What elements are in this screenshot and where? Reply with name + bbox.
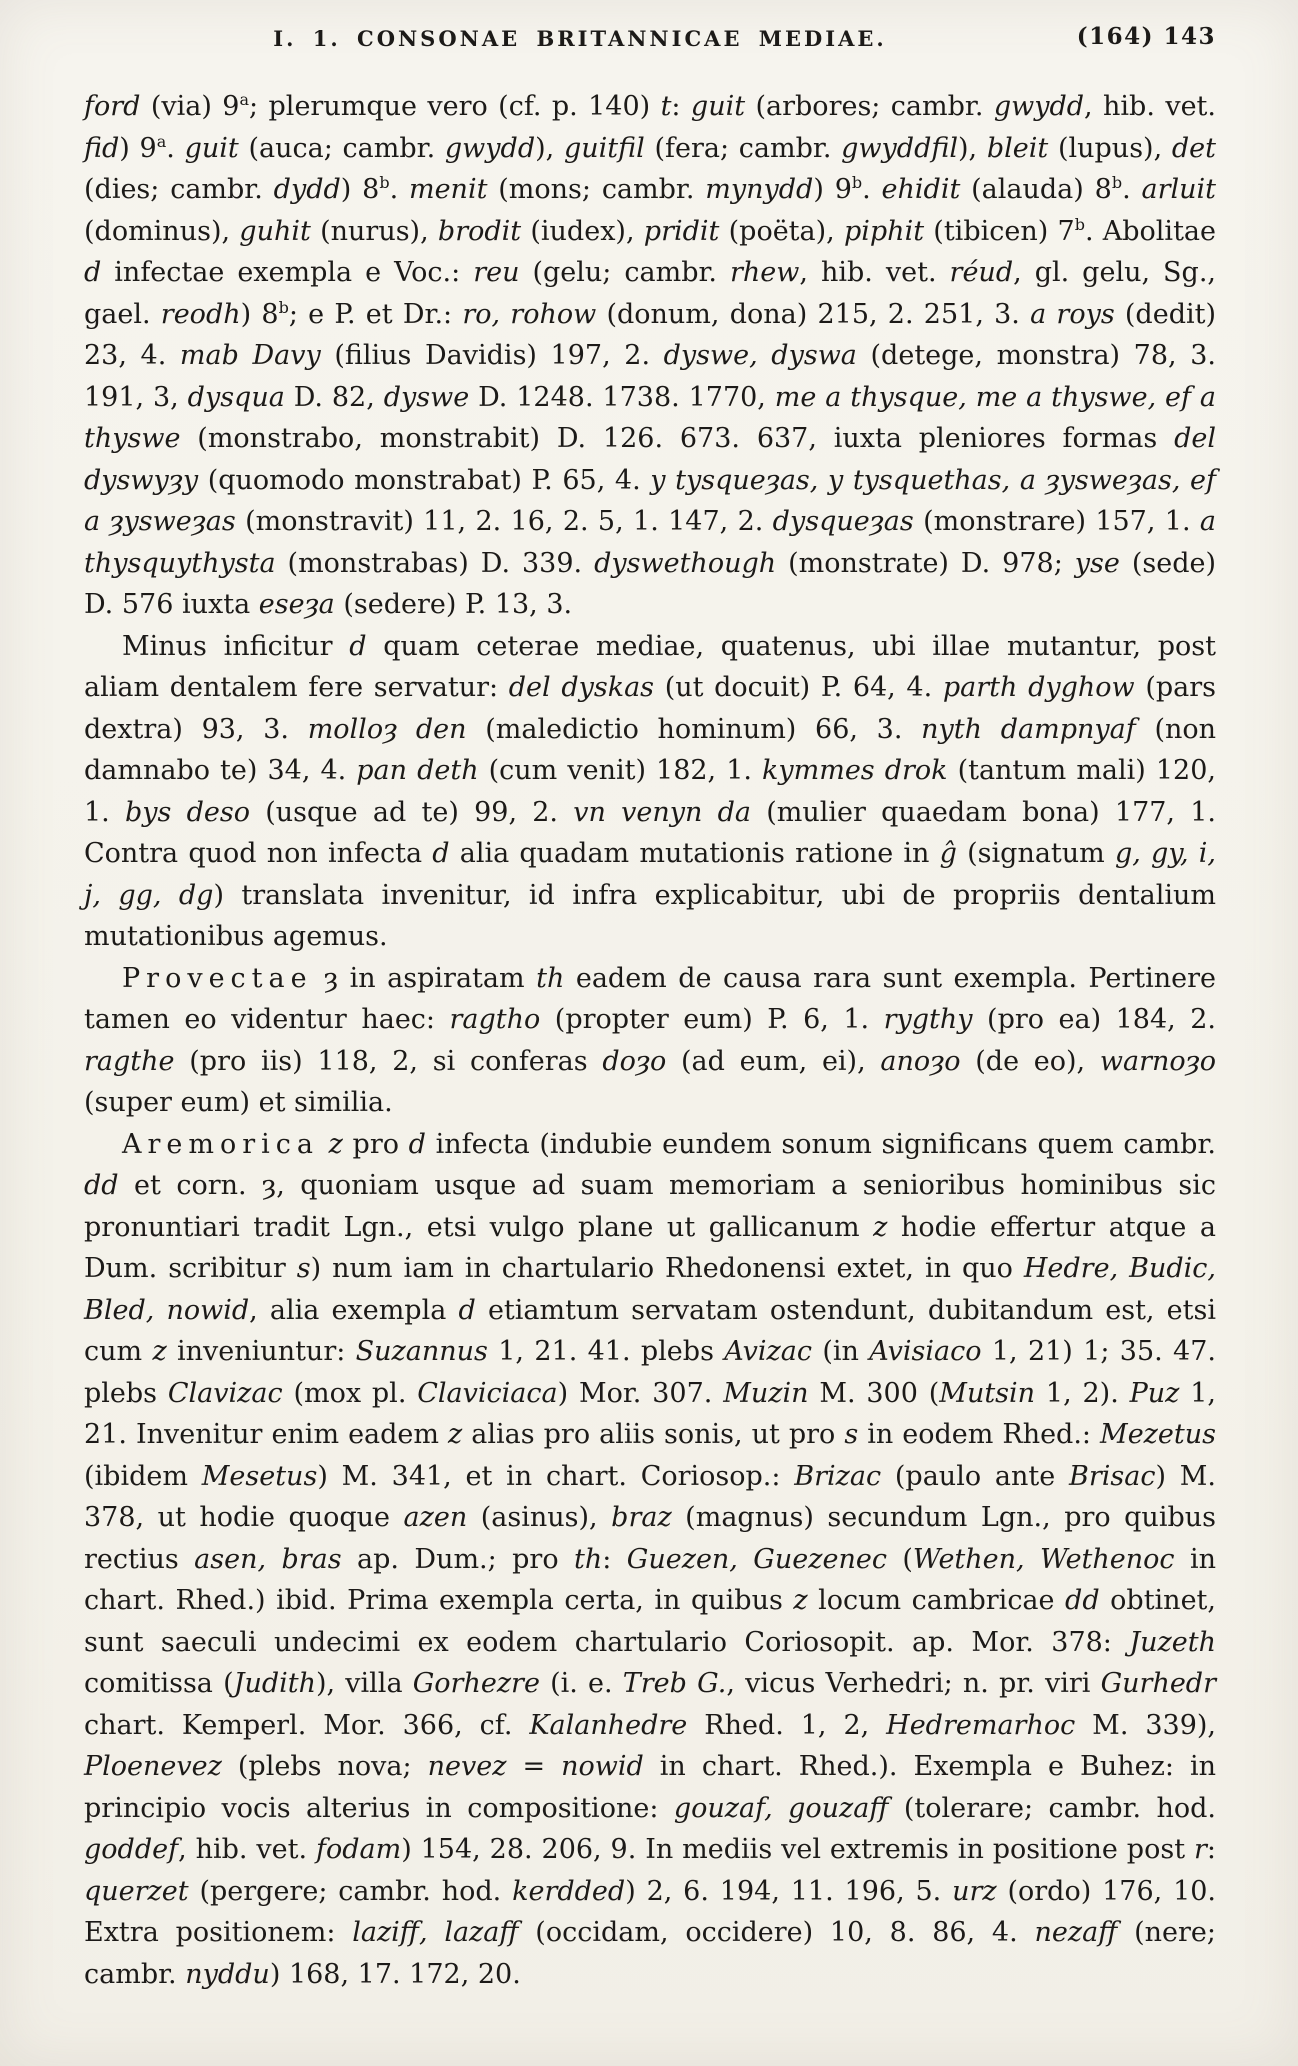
text-run: (dies; cambr. (84, 174, 274, 205)
text-run: . (389, 174, 409, 205)
italic-run: Muzin (723, 1377, 809, 1409)
text-run: infectae exempla e Voc.: (101, 257, 474, 288)
italic-run: guhit (239, 215, 311, 247)
text-run: Minus inficitur (122, 630, 350, 662)
italic-run: yse (1074, 547, 1120, 579)
italic-run: Gurhedr (1100, 1668, 1217, 1699)
text-run: (via) 9 (140, 91, 240, 122)
italic-run: laziff, lazaff (352, 1917, 519, 1948)
text-run: (mox pl. (282, 1377, 418, 1409)
text-run: (ad eum, ei), (666, 1045, 881, 1077)
text-run: , alia exempla (249, 1294, 459, 1326)
italic-run: d (458, 1294, 476, 1326)
text-run: (pergere; cambr. hod. (188, 1875, 513, 1907)
italic-run: ford (84, 91, 141, 122)
italic-run: eseȝa (258, 589, 335, 620)
text-run: (ordo) 176, 10. Extra positionem: (84, 1875, 1217, 1948)
text-run: (tibicen) 7 (924, 215, 1075, 247)
text-run: (filius Davidis) 197, 2. (320, 340, 664, 371)
italic-run: Claviciaca (417, 1377, 558, 1409)
italic-run: d (432, 838, 450, 869)
italic-run: gouzaf, gouzaff (673, 1792, 889, 1824)
italic-run: ro, rohow (462, 298, 597, 330)
italic-run: gwyddfil (841, 132, 959, 164)
italic-run: g, gy, i, j, gg, dg (84, 838, 1216, 911)
text-run: (pars dextra) 93, 3. (84, 672, 1217, 745)
italic-run: querzet (84, 1875, 189, 1907)
italic-run: molloȝ den (307, 713, 467, 745)
text-run: D. 82, (284, 381, 384, 413)
italic-run: me a thysque, me a thyswe, ef a thyswe (84, 381, 1217, 454)
italic-run: Clavizac (167, 1377, 283, 1409)
text-run: ) M. 378, ut hodie quoque (84, 1460, 1216, 1533)
italic-run: bys deso (125, 796, 250, 828)
text-run: et corn. ȝ, quoniam usque ad suam memoriam a senioribus hominibus sic pronuntiari tradit Lgn., etsi vulgo plane ut gallicanum (84, 1170, 1216, 1243)
italic-run: z (793, 1585, 808, 1616)
italic-run: dyswethough (594, 547, 777, 579)
italic-run: z (328, 1128, 343, 1160)
italic-run: reu (473, 257, 520, 288)
text-run: ) 8 (340, 174, 380, 205)
italic-run: Mesetus (201, 1460, 318, 1492)
text-run: (asinus), (467, 1502, 612, 1533)
italic-run: Treb G. (622, 1668, 727, 1699)
text-run: (auca; cambr. (238, 132, 445, 164)
italic-run: reodh (160, 298, 241, 330)
italic-run: Ploenevez (84, 1751, 222, 1782)
text-run: ap. Dum.; pro (341, 1543, 575, 1575)
text-run: (de eo), (960, 1045, 1100, 1077)
italic-run: Guezen, Guezenec (626, 1543, 887, 1575)
text-run: alias pro aliis sonis, ut pro (462, 1419, 845, 1450)
italic-run: Avisiaco (869, 1336, 982, 1367)
text-run: (mons; cambr. (487, 174, 706, 205)
superscript-run: a (239, 90, 250, 109)
text-run: ) Mor. 307. (557, 1377, 724, 1409)
italic-run: arluit (1141, 174, 1216, 205)
text-run: (ut docuit) P. 64, 4. (654, 672, 943, 703)
text-run: (dominus), (84, 215, 240, 247)
text-run: 1, 21. Invenitur enim eadem (84, 1377, 1217, 1450)
italic-run: fid (84, 132, 120, 164)
text-run: chart. Kemperl. Mor. 366, cf. (84, 1709, 530, 1741)
italic-run: doȝo (602, 1045, 667, 1077)
italic-run: pan deth (356, 755, 479, 786)
text-run: Rhed. 1, 2, (687, 1709, 887, 1741)
italic-run: dd (1065, 1585, 1100, 1616)
italic-run: ragtho (449, 1004, 541, 1035)
paragraph-4 (84, 1124, 1216, 1996)
text-run: ) 168, 17. 172, 20. (269, 1958, 521, 1990)
text-run: ) num iam in chartulario Rhedonensi extet, in quo (310, 1253, 1024, 1284)
text-run: (tolerare; cambr. hod. (888, 1792, 1217, 1824)
text-run: ), (958, 132, 987, 164)
text-run: (poëta), (719, 215, 844, 247)
text-run: alia quadam mutationis ratione in (449, 838, 940, 869)
text-run: : (602, 1543, 627, 1575)
italic-run: urz (952, 1875, 997, 1907)
italic-run: r (1193, 1834, 1207, 1865)
italic-run: dyswe, dyswa (663, 340, 857, 371)
italic-run: det (1171, 132, 1217, 164)
text-run: . (166, 132, 185, 164)
text-run: ), villa (316, 1668, 413, 1699)
italic-run: rhew (730, 257, 800, 288)
italic-run: nowid (561, 1751, 644, 1782)
italic-run: braz (611, 1502, 672, 1533)
italic-run: th (574, 1543, 603, 1575)
text-run: (sede) D. 576 iuxta (84, 547, 1216, 620)
superscript-run: b (851, 173, 863, 192)
text-run: : (671, 91, 691, 122)
superscript-run: b (278, 297, 289, 317)
text-run: (tantum mali) 120, 1. (84, 755, 1216, 828)
italic-run: kymmes drok (762, 755, 948, 786)
italic-run: nezaff (1034, 1917, 1118, 1948)
text-run: (paulo ante (881, 1460, 1069, 1492)
text-run: (mulier quaedam bona) 177, 1. Contra quod non infecta (84, 796, 1216, 869)
text-run: (donum, dona) 215, 2. 251, 3. (596, 298, 1031, 330)
italic-run: Hedre, Budic, Bled, nowid (84, 1253, 1216, 1326)
text-run: ), (535, 132, 564, 164)
italic-run: del dyskas (508, 672, 655, 703)
text-run: 1, 2). (1035, 1377, 1130, 1409)
text-run: (pro iis) 118, 2, si conferas (174, 1045, 603, 1077)
text-run: , hib. vet. (178, 1834, 316, 1865)
italic-run: z (448, 1419, 463, 1450)
paragraph-1 (84, 86, 1216, 626)
italic-run: dd (84, 1170, 119, 1201)
italic-run: d (84, 257, 102, 288)
italic-run: bleit (986, 132, 1049, 164)
superscript-run: b (1074, 214, 1085, 234)
text-run: ȝ in aspiratam (312, 962, 537, 994)
text-run: (super eum) et similia. (84, 1087, 393, 1118)
text-run: (arbores; cambr. (745, 91, 994, 122)
italic-run: Wethen, Wethenoc (912, 1543, 1175, 1575)
italic-run: warnoȝo (1099, 1045, 1216, 1077)
italic-run: guit (184, 132, 239, 164)
text-run: = (506, 1751, 562, 1782)
text-run: (detege, monstra) 78, 3. 191, 3, (84, 340, 1216, 413)
text-run: (monstrare) 157, 1. (913, 506, 1200, 537)
italic-run: azen (403, 1502, 468, 1533)
italic-run: nevez (427, 1751, 507, 1782)
italic-run: Juzeth (1129, 1626, 1216, 1658)
text-run: 1, 21. 41. plebs (487, 1336, 725, 1367)
text-run: (gelu; cambr. (519, 257, 731, 288)
italic-run: nyth dampnyaf (921, 713, 1136, 745)
italic-run: Kalanhedre (529, 1709, 688, 1741)
text-run: (monstrabas) D. 339. (275, 547, 595, 579)
italic-run: goddef (84, 1834, 179, 1865)
text-run: ) 9 (813, 174, 852, 205)
italic-run: Suzannus (355, 1336, 488, 1367)
paragraph-3 (84, 958, 1216, 1124)
italic-run: gwydd (444, 132, 536, 164)
text-run: ) translata invenitur, id infra explicabitur, ubi de propriis dentalium mutationibus agemus. (84, 879, 1216, 952)
text-run: (nurus), (310, 215, 438, 247)
italic-run: Puz (1129, 1377, 1180, 1409)
text-run: , gl. gelu, Sg., gael. (84, 257, 1216, 330)
spaced-run: Aremorica (122, 1128, 320, 1160)
text-run: M. 300 ( (808, 1377, 940, 1409)
italic-run: del dyswyȝy (84, 423, 1216, 496)
italic-run: Hedremarhoc (886, 1709, 1076, 1741)
italic-run: guitfil (563, 132, 645, 164)
italic-run: ĝ (939, 838, 957, 869)
italic-run: mab Davy (179, 340, 321, 371)
text-run: (maledictio hominum) 66, 3. (466, 713, 922, 745)
italic-run: ehidit (881, 174, 961, 205)
text-run: (pro ea) 184, 2. (972, 1004, 1216, 1035)
page-number: (164) 143 (1076, 23, 1216, 50)
text-run: ) M. 341, et in chart. Coriosop.: (317, 1460, 795, 1492)
italic-run: rygthy (883, 1004, 973, 1035)
italic-run: th (536, 962, 565, 994)
text-run: in chart. Rhed.). Exempla e Buhez: in principio vocis alterius in compositione: (84, 1751, 1216, 1824)
text-run: in chart. Rhed.) ibid. Prima exempla certa, in quibus (84, 1543, 1216, 1616)
text-run: (usque ad te) 99, 2. (250, 796, 574, 828)
italic-run: parth dyghow (942, 672, 1135, 703)
italic-run: d (349, 630, 367, 662)
italic-run: fodam (315, 1834, 402, 1865)
italic-run: dyswe (383, 381, 470, 413)
text-run: (dedit) 23, 4. (84, 298, 1217, 371)
page-header (84, 23, 1216, 70)
text-run: (lupus), (1048, 132, 1172, 164)
text-run: . (862, 174, 882, 205)
italic-run: kerdded (512, 1875, 626, 1907)
italic-run: Brizac (794, 1460, 882, 1492)
italic-run: piphit (843, 215, 925, 247)
text-run: ) 8 (240, 298, 279, 330)
italic-run: dysqueȝas (772, 506, 914, 537)
text-run: inveniuntur: (166, 1336, 356, 1367)
text-run: (fera; cambr. (644, 132, 842, 164)
italic-run: menit (408, 174, 488, 205)
italic-run: réud (949, 257, 1014, 288)
text-run: (non damnabo te) 34, 4. (84, 713, 1217, 786)
italic-run: nyddu (185, 1958, 270, 1990)
text-run: ) 9 (119, 132, 157, 164)
italic-run: a thysquythysta (84, 506, 1216, 579)
text-run: eadem de causa rara sunt exempla. Pertinere tamen eo videntur haec: (84, 962, 1216, 1035)
text-run: hodie effertur atque a Dum. scribitur (84, 1211, 1217, 1284)
text-run (319, 1129, 329, 1160)
text-run: (iudex), (521, 215, 644, 247)
text-run: (occidam, occidere) 10, 8. 86, 4. (518, 1917, 1035, 1948)
italic-run: asen, bras (194, 1543, 342, 1575)
text-run: (sedere) P. 13, 3. (334, 589, 573, 620)
text-run: locum cambricae (807, 1585, 1066, 1616)
text-run: ) 154, 28. 206, 9. In mediis vel extremis in positione post (401, 1834, 1194, 1865)
italic-run: mynydd (705, 174, 814, 205)
text-run: quam ceterae mediae, quatenus, ubi illae mutantur, post aliam dentalem fere servatur: (84, 630, 1216, 703)
text-run: : (1206, 1834, 1216, 1865)
text-run: (ibidem (84, 1460, 202, 1492)
superscript-run: b (1111, 173, 1123, 192)
italic-run: anoȝo (880, 1045, 961, 1077)
italic-run: d (408, 1128, 426, 1160)
text-run: 1, 21) 1; 35. 47. plebs (84, 1336, 1216, 1409)
running-title: I. 1. CONSONAE BRITANNICAE MEDIAE. (273, 26, 887, 51)
italic-run: ragthe (84, 1045, 175, 1077)
text-run: in eodem Rhed.: (858, 1419, 1101, 1450)
text-run: (nere; cambr. (84, 1917, 1217, 1990)
italic-run: Mezetus (1100, 1419, 1216, 1450)
text-run: . Abolitae (1084, 215, 1216, 247)
superscript-run: a (156, 131, 167, 151)
text-run: (signatum (956, 838, 1115, 869)
text-run: infecta (indubie eundem sonum significans quem cambr. (425, 1128, 1216, 1160)
italic-run: z (873, 1211, 888, 1243)
text-run: (cum venit) 182, 1. (478, 755, 762, 786)
text-run: (plebs nova; (221, 1751, 428, 1782)
text-run: D. 1248. 1738. 1770, (469, 381, 775, 413)
italic-run: Gorhezre (412, 1668, 540, 1699)
italic-run: dydd (273, 174, 341, 205)
text-run: ; e P. et Dr.: (288, 298, 463, 330)
text-run: (quomodo monstrabat) P. 65, 4. (198, 464, 651, 496)
italic-run: z (152, 1336, 167, 1367)
text-run: (monstrabo, monstrabit) D. 126. 673. 637, iuxta pleniores formas (180, 423, 1175, 454)
text-run: ( (886, 1543, 913, 1575)
text-run: ) 2, 6. 194, 11. 196, 5. (625, 1875, 953, 1907)
text-run: (monstrate) D. 978; (776, 547, 1075, 579)
italic-run: gwydd (993, 91, 1085, 122)
italic-run: vn venyn da (573, 796, 751, 828)
text-run: , hib. vet. (1084, 91, 1216, 122)
italic-run: Brisac (1068, 1460, 1156, 1492)
italic-run: a roys (1030, 298, 1115, 330)
text-run: (i. e. (539, 1668, 623, 1699)
italic-run: Judith (233, 1668, 316, 1699)
italic-run: brodit (437, 215, 522, 247)
text-run: (monstravit) 11, 2. 16, 2. 5, 1. 147, 2. (235, 506, 773, 537)
italic-run: guit (690, 91, 746, 122)
text-run: M. 339), (1075, 1709, 1216, 1741)
text-run: obtinet, sunt saeculi undecimi ex eodem chartulario Coriosopit. ap. Mor. 378: (84, 1585, 1216, 1658)
paragraph-2 (84, 626, 1216, 958)
text-run: (in (812, 1336, 870, 1367)
italic-run: pridit (643, 215, 720, 247)
text-run: . (1122, 174, 1142, 205)
text-run: etiamtum servatam ostendunt, dubitandum est, etsi cum (84, 1294, 1216, 1367)
text-run: pro (342, 1128, 409, 1160)
italic-run: dysqua (187, 381, 285, 413)
text-run: ; plerumque vero (cf. p. 140) (249, 91, 661, 122)
text-run: , vicus Verhedri; n. pr. viri (726, 1668, 1101, 1699)
text-run: , hib. vet. (799, 257, 950, 288)
italic-run: Avizac (724, 1336, 813, 1367)
spaced-run: Provectae (122, 962, 313, 994)
text-run: (propter eum) P. 6, 1. (540, 1004, 884, 1035)
italic-run: y tysqueȝas, y tysquethas, a ȝysweȝas, ef a ȝysweȝas (84, 464, 1216, 537)
italic-run: s (296, 1253, 311, 1284)
text-run: comitissa ( (84, 1668, 234, 1699)
page-body (84, 86, 1216, 1995)
superscript-run: b (379, 173, 390, 192)
italic-run: s (844, 1419, 859, 1450)
italic-run: t (660, 91, 672, 122)
text-run: (alauda) 8 (960, 174, 1112, 205)
italic-run: Mutsin (939, 1377, 1036, 1409)
text-run: (magnus) secundum Lgn., pro quibus rectius (84, 1502, 1216, 1575)
